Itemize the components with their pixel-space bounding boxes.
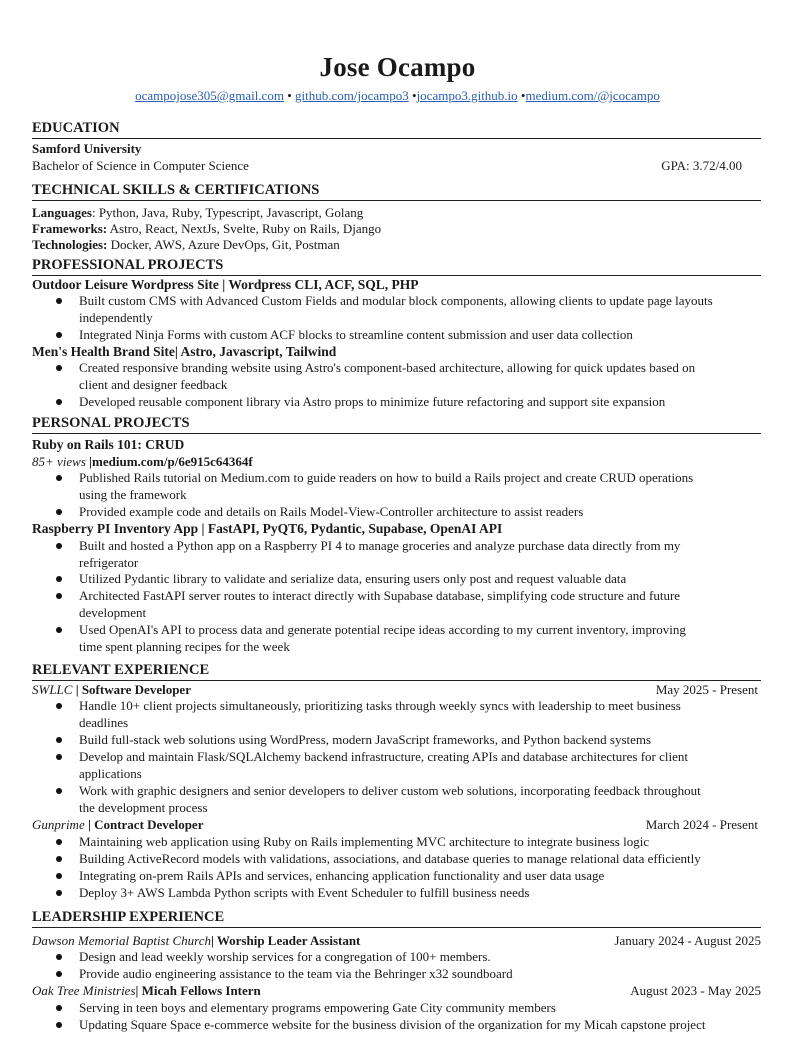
bullet-icon <box>56 327 64 335</box>
leadership-role: | Micah Fellows Intern <box>135 983 261 998</box>
article-link[interactable]: |medium.com/p/6e915c64364f <box>85 454 253 469</box>
skills-languages: Languages: Python, Java, Ruby, Typescript, Javascript, Golang <box>32 205 364 220</box>
bullet-icon <box>56 868 64 876</box>
job-line <box>32 681 761 698</box>
bullet-text: Integrated Ninja Forms with custom ACF blocks to streamline content submission and user data collection <box>79 327 633 342</box>
email-link[interactable]: ocampojose305@gmail.com <box>135 88 284 103</box>
project-title: Raspberry PI Inventory App | FastAPI, PyQT6, Pydantic, Supabase, OpenAI API <box>32 521 503 536</box>
bullet-text: Develop and maintain Flask/SQLAlchemy backend infrastructure, creating APIs and database architectures for client applications <box>79 749 688 781</box>
bullet-icon <box>56 732 64 740</box>
contact-separator: • <box>520 88 526 103</box>
personal-heading: PERSONAL PROJECTS <box>32 415 761 434</box>
leadership-org: Dawson Memorial Baptist Church <box>32 933 211 948</box>
bullet-text: Built and hosted a Python app on a Raspberry PI 4 to manage groceries and analyze purchase data directly from my refrigerator <box>79 538 681 570</box>
leadership-heading: LEADERSHIP EXPERIENCE <box>32 909 761 928</box>
skills-frameworks: Frameworks: Astro, React, NextJs, Svelte, Ruby on Rails, Django <box>32 221 382 236</box>
bullet-text: Created responsive branding website using Astro's component-based architecture, allowing for quick updates based on client and designer feedback <box>79 360 696 392</box>
project-meta <box>32 453 761 470</box>
contact-line <box>0 88 795 104</box>
bullet-text: Work with graphic designers and senior developers to deliver custom web solutions, incorporating feedback throughout the development process <box>79 783 701 815</box>
bullet-icon <box>56 949 64 957</box>
bullet-icon <box>56 293 64 301</box>
education-heading: EDUCATION <box>32 120 761 139</box>
bullet-text: Build full-stack web solutions using WordPress, modern JavaScript frameworks, and Python backend systems <box>79 732 652 747</box>
experience-heading: RELEVANT EXPERIENCE <box>32 662 761 681</box>
bullet-text: Provided example code and details on Rails Model-View-Controller architecture to assist readers <box>79 504 584 519</box>
bullet-text: Built custom CMS with Advanced Custom Fields and modular block components, allowing clients to update page layouts independently <box>79 293 713 325</box>
contact-separator: • <box>287 88 292 103</box>
leadership-dates: January 2024 - August 2025 <box>614 933 761 948</box>
medium-link[interactable]: medium.com/@jcocampo <box>525 88 660 103</box>
github-link[interactable]: github.com/jocampo3 <box>295 88 409 103</box>
bullet-icon <box>56 588 64 596</box>
leadership-line <box>32 932 761 949</box>
bullet-text: Published Rails tutorial on Medium.com to guide readers on how to build a Rails project and create CRUD operations using the framework <box>79 470 694 502</box>
job-line <box>32 816 761 833</box>
bullet-text: Building ActiveRecord models with validations, associations, and database queries to manage relational data efficiently <box>79 851 701 866</box>
bullet-icon <box>56 394 64 402</box>
skills-technologies: Technologies: Docker, AWS, Azure DevOps, Git, Postman <box>32 237 340 252</box>
leadership-line <box>32 982 761 999</box>
bullet-icon <box>56 966 64 974</box>
bullet-icon <box>56 504 64 512</box>
degree-line: Bachelor of Science in Computer Science GPA: 3.72/4.00 <box>32 158 742 173</box>
job-dates: March 2024 - Present <box>645 817 758 832</box>
bullet-text: Serving in teen boys and elementary programs empowering Gate City community members <box>79 1000 556 1015</box>
bullet-icon <box>56 571 64 579</box>
bullet-icon <box>56 360 64 368</box>
job-org: Gunprime <box>32 817 85 832</box>
bullet-icon <box>56 834 64 842</box>
bullet-icon <box>56 1000 64 1008</box>
job-dates: May 2025 - Present <box>655 682 758 697</box>
bullet-icon <box>56 470 64 478</box>
bullet-icon <box>56 622 64 630</box>
website-link[interactable]: jocampo3.github.io <box>416 88 518 103</box>
bullet-icon <box>56 749 64 757</box>
bullet-text: Used OpenAI's API to process data and generate potential recipe ideas according to my current inventory, improving time spent planning recipes for the week <box>79 622 686 654</box>
leadership-dates: August 2023 - May 2025 <box>630 983 761 998</box>
project-title: Men's Health Brand Site| Astro, Javascript, Tailwind <box>32 344 337 359</box>
bullet-icon <box>56 1017 64 1025</box>
professional-heading: PROFESSIONAL PROJECTS <box>32 257 761 276</box>
resume-name: Jose Ocampo <box>319 52 476 82</box>
project-title: Ruby on Rails 101: CRUD <box>32 437 185 452</box>
gpa: GPA: 3.72/4.00 <box>661 158 742 173</box>
bullet-text: Developed reusable component library via Astro props to minimize future refactoring and support site expansion <box>79 394 666 409</box>
bullet-icon <box>56 885 64 893</box>
bullet-text: Architected FastAPI server routes to interact directly with Supabase database, simplifying code structure and future development <box>79 588 681 620</box>
bullet-icon <box>56 698 64 706</box>
bullet-text: Updating Square Space e-commerce website for the business division of the organization for my Micah capstone project <box>79 1017 706 1032</box>
contact-separator: • <box>412 88 417 103</box>
school-name: Samford University <box>32 141 142 156</box>
bullet-text: Utilized Pydantic library to validate and serialize data, ensuring users only post and request valuable data <box>79 571 627 586</box>
bullet-text: Maintaining web application using Ruby on Rails implementing MVC architecture to integrate business logic <box>79 834 650 849</box>
bullet-text: Deploy 3+ AWS Lambda Python scripts with Event Scheduler to fulfill business needs <box>79 885 530 900</box>
bullet-icon <box>56 851 64 859</box>
job-role: | Contract Developer <box>84 817 204 832</box>
project-title: Outdoor Leisure Wordpress Site | Wordpress CLI, ACF, SQL, PHP <box>32 277 419 292</box>
leadership-role: | Worship Leader Assistant <box>211 933 361 948</box>
skills-heading: TECHNICAL SKILLS & CERTIFICATIONS <box>32 182 761 201</box>
bullet-text: Integrating on-prem Rails APIs and services, enhancing application functionality and user data usage <box>79 868 605 883</box>
bullet-text: Design and lead weekly worship services for a congregation of 100+ members. <box>79 949 491 964</box>
views-count: 85+ views <box>32 454 86 469</box>
job-role: | Software Developer <box>72 682 191 697</box>
leadership-org: Oak Tree Ministries <box>32 983 136 998</box>
bullet-text: Handle 10+ client projects simultaneously, prioritizing tasks through weekly syncs with leadership to meet business deadlines <box>79 698 681 730</box>
bullet-icon <box>56 783 64 791</box>
job-org: SWLLC <box>32 682 73 697</box>
bullet-icon <box>56 538 64 546</box>
bullet-text: Provide audio engineering assistance to the team via the Behringer x32 soundboard <box>79 966 513 981</box>
